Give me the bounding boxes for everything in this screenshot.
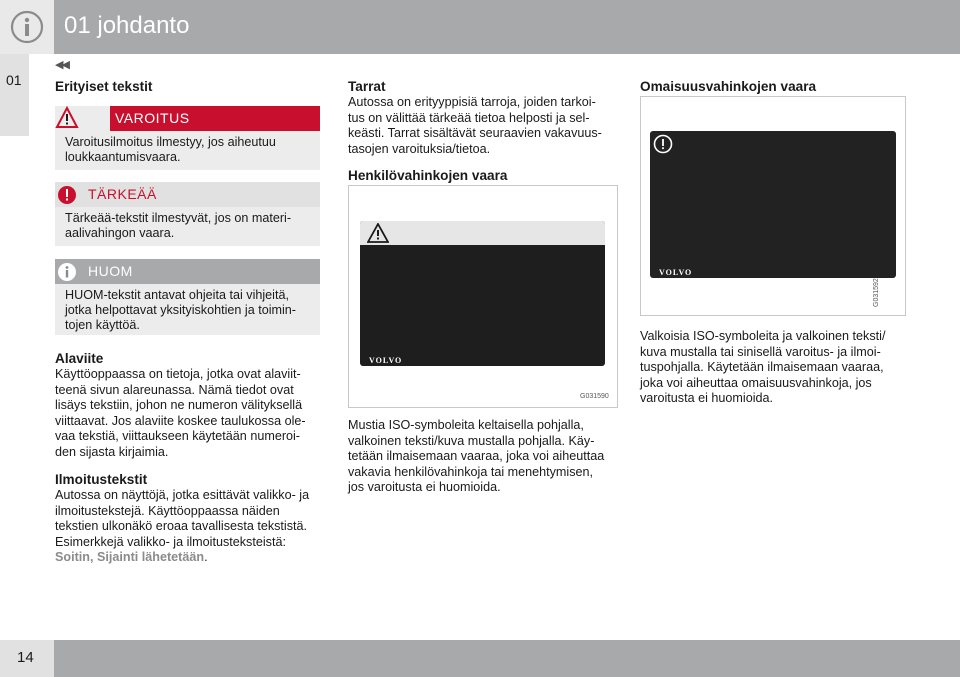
warning-triangle-icon <box>55 106 79 130</box>
warning-text-1: Varoitusilmoitus ilmestyy, jos aiheutuu <box>65 135 276 149</box>
note-text-3: tojen käyttöä. <box>65 318 140 332</box>
note-box <box>55 259 320 335</box>
chapter-tab[interactable] <box>0 54 29 136</box>
note-text-2: jotka helpottavat yksityiskohtien ja toimin- <box>65 303 296 317</box>
caption-line: valkoinen teksti/kuva mustalla pohjalla. Käy- <box>348 433 595 448</box>
messages-example-line <box>55 550 330 566</box>
chapter-tab-label: 01 <box>6 72 22 88</box>
page-footer <box>0 640 960 677</box>
property-risk-title: Omaisuusvahinkojen vaara <box>640 79 817 94</box>
caption-line: vakavia henkilövahinkoja tai menehtymisen, <box>348 464 594 479</box>
decals-line: tasojen varoituksia/tietoa. <box>348 141 491 156</box>
footnote-line: den sijasta kirjaimia. <box>55 444 169 459</box>
decals-title: Tarrat <box>348 79 386 94</box>
footnote-line: teenä sivun alareunassa. Nämä tiedot ovat <box>55 382 294 397</box>
page-header <box>0 0 960 54</box>
volvo-logo: VOLVO <box>659 268 693 277</box>
messages-end: . <box>204 550 208 564</box>
figure-code: G031590 <box>580 393 609 400</box>
figure-code: G031592 <box>873 278 880 307</box>
note-label: HUOM <box>88 263 133 279</box>
messages-line: Autossa on näyttöjä, jotka esittävät valikko- ja <box>55 488 310 502</box>
page-number-box <box>0 640 54 677</box>
chapter-title: 01 johdanto <box>64 12 190 39</box>
caption-line: varoitusta ei huomioida. <box>640 391 774 405</box>
messages-line: tekstien ulkonäkö eroaa tavallisesta tekstistä. <box>55 519 308 533</box>
warning-text-2: loukkaantumisvaara. <box>65 150 181 164</box>
back-nav-arrows[interactable]: ◀◀ <box>55 59 68 71</box>
messages-line: ilmoitustekstejä. Käyttöoppaassa näiden <box>55 503 280 518</box>
important-box <box>55 182 320 246</box>
warning-box <box>55 106 320 170</box>
caption-line: tetään ilmaisemaan vaaraa, joka voi aiheuttaa <box>348 449 605 463</box>
decals-line: keästi. Tarrat sisältävät seuraavien vakavuus- <box>348 126 602 140</box>
injury-caption <box>348 418 623 496</box>
caption-line: joka voi aiheuttaa omaisuusvahinkoja, jos <box>640 375 872 390</box>
volvo-logo: VOLVO <box>369 356 403 365</box>
important-text-1: Tärkeää-tekstit ilmestyvät, jos on materi- <box>65 211 292 225</box>
caption-line: kuva mustalla tai sinisellä varoitus- ja ilmoi- <box>640 344 881 359</box>
footnote-paragraph <box>55 367 325 460</box>
footnote-line: lisäys tekstiin, johon ne numeron välityksellä <box>55 398 303 412</box>
property-caption <box>640 329 915 407</box>
info-icon <box>10 10 44 44</box>
caption-line: Mustia ISO-symboleita keltaisella pohjalla, <box>348 418 584 432</box>
note-info-icon <box>57 262 77 282</box>
messages-title: Ilmoitustekstit <box>55 472 148 487</box>
exclamation-icon <box>653 134 673 154</box>
caption-line: jos varoitusta ei huomioida. <box>348 480 501 494</box>
footnote-line: vaa tekstiä, viittaukseen käytetään numeroi- <box>55 429 301 443</box>
injury-risk-title: Henkilövahinkojen vaara <box>348 168 508 183</box>
menu-text-example: Soitin, Sijainti lähetetään <box>55 550 205 564</box>
footnote-line: viittaavat. Jos alaviite koskee taulukossa ole- <box>55 413 306 428</box>
caption-line: Valkoisia ISO-symboleita ja valkoinen teksti/ <box>640 329 886 343</box>
decals-line: tus on välittää tärkeää tietoa helposti ja sel- <box>348 110 590 125</box>
property-decal-figure <box>640 96 906 316</box>
special-texts-title: Erityiset tekstit <box>55 79 153 94</box>
footnote-title: Alaviite <box>55 351 104 366</box>
injury-decal-figure <box>348 185 618 408</box>
note-text-1: HUOM-tekstit antavat ohjeita tai vihjeitä, <box>65 288 289 302</box>
decals-line: Autossa on erityyppisiä tarroja, joiden tarkoi- <box>348 95 596 109</box>
warning-label: VAROITUS <box>115 110 190 126</box>
footnote-line: Käyttöoppaassa on tietoja, jotka ovat alaviit- <box>55 367 301 381</box>
important-text-2: aalivahingon vaara. <box>65 226 175 240</box>
injury-decal-panel <box>360 221 605 366</box>
messages-paragraph <box>55 488 330 566</box>
property-decal-panel <box>650 131 896 278</box>
decals-paragraph <box>348 95 618 157</box>
page-number: 14 <box>17 649 34 666</box>
warning-triangle-icon <box>367 223 389 243</box>
caption-line: tuspohjalla. Käytetään ilmaisemaan vaaraa, <box>640 360 884 374</box>
exclamation-icon <box>57 185 77 205</box>
important-label: TÄRKEÄÄ <box>88 186 157 202</box>
injury-decal-header <box>360 221 605 245</box>
header-icon-box <box>0 0 54 54</box>
messages-line: Esimerkkejä valikko- ja ilmoitusteksteistä: <box>55 534 286 549</box>
